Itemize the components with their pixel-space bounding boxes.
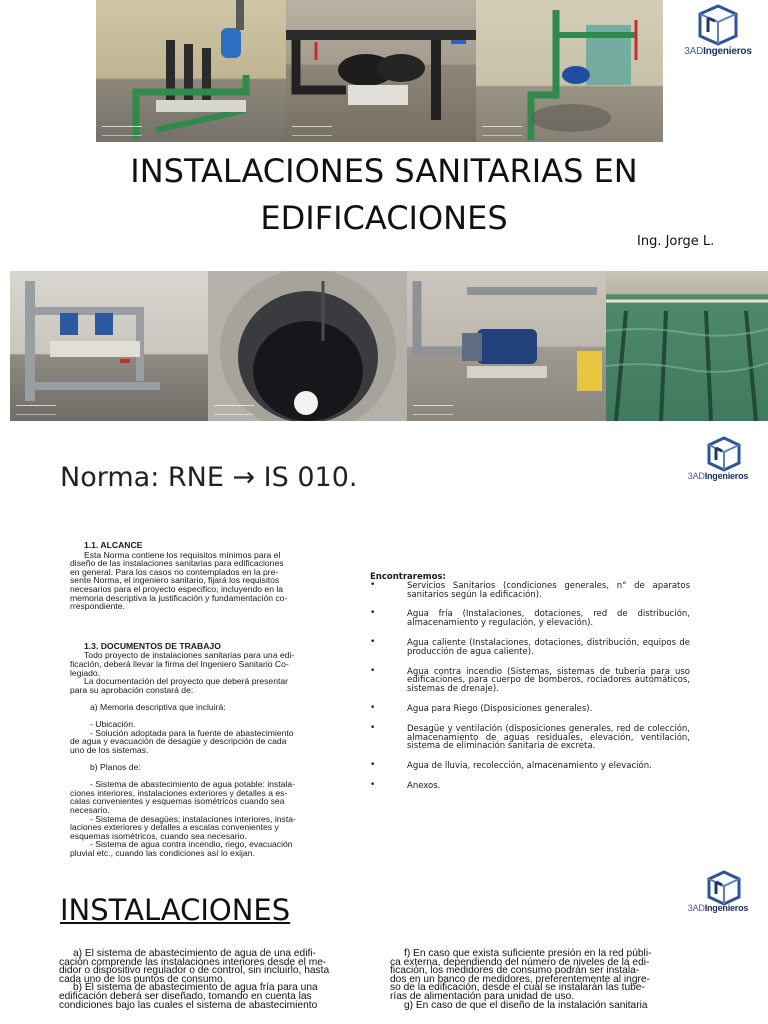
3d-cube-logo-icon: [668, 2, 768, 48]
text-line: a) Memoria descriptiva que incluirá:: [90, 701, 226, 712]
text-line: ca externa, dependiendo del número de niveles de la edi-: [390, 956, 650, 968]
list-item: • Desagüe y ventilación (disposiciones generales, red de colección, almacenamiento de aguas residuales, elevación, ventilación, sistema de eliminación sanitaria de excreta.: [370, 725, 690, 751]
pump-graphic: [476, 0, 663, 142]
text-line: necesarios para el proyecto especifico, incluyendo en la: [70, 583, 284, 594]
logo-3ad-ingenieros: [676, 434, 768, 504]
pumps-grey-pipes-graphic: [10, 271, 208, 421]
list-item: • Agua para Riego (Disposiciones generales).: [370, 705, 690, 714]
text-line: - Ubicación.: [90, 719, 136, 730]
text-line: rías de alimentación para unidad de uso.: [390, 990, 575, 1002]
text-line: didor o dispositivo regulador o de control, sin incluirlo, hasta: [59, 965, 330, 977]
pump-set-graphic: [286, 0, 476, 142]
pump-room-graphic: [96, 0, 286, 142]
logo-text-part1: 3AD: [687, 903, 705, 913]
instalaciones-heading: INSTALACIONES: [60, 893, 291, 927]
list-item: • Agua fría (Instalaciones, dotaciones, red de distribución, almacenamiento y regulación, y elevación).: [370, 610, 690, 628]
text-line: ficación, deberá llevar la firma del Ingeniero Sanitario Co-: [70, 658, 289, 669]
list-item: • Agua caliente (Instalaciones, dotaciones, distribución, equipos de producción de agua caliente).: [370, 639, 690, 657]
text-line: ciones interiores, instalaciones exteriores y detalles a es-: [70, 787, 288, 798]
photo-pump-room-3: [476, 0, 663, 142]
logo-3ad-ingenieros: [676, 868, 768, 938]
photo-pump-room-1: [96, 0, 286, 142]
text-line: de agua y evacuación de desagüe y descripción de cada: [70, 736, 287, 747]
slide-norma: [0, 430, 768, 860]
slide-title: [0, 0, 768, 425]
encontraremos-lead: Encontraremos:: [370, 572, 446, 582]
3d-cube-logo-icon: [672, 868, 768, 908]
text-line: b) Planos de:: [90, 762, 141, 773]
logo-text: [668, 471, 768, 481]
text-line: laciones exteriores y detalles a escalas convenientes y: [70, 822, 279, 833]
text-line: cada uno de los puntos de consumo.: [59, 973, 226, 985]
logo-text-part2: Ingenieros: [703, 46, 752, 57]
list-item: • Agua contra incendio (Sistemas, sistemas de tubería para uso edificaciones, para cuerpo de bomberos, rociadores automáticos, sistemas de drenaje).: [370, 668, 690, 694]
photo-pump-room-4: [10, 271, 208, 421]
title-line-2: EDIFICACIONES: [260, 199, 508, 237]
norma-heading: Norma: RNE → IS 010.: [60, 462, 358, 493]
text-line: - Sistema de desagües; instalaciones interiores, insta-: [90, 813, 296, 824]
text-line: memoria descriptiva la justificación y fundamentación co-: [70, 592, 288, 603]
text-line: La documentación del proyecto que deberá presentar: [84, 676, 289, 687]
text-line: esquemas isométricos, cuando sea necesario.: [70, 830, 247, 841]
list-item: • Agua de lluvia, recolección, almacenamiento y elevación.: [370, 762, 690, 771]
list-item: • Anexos.: [370, 782, 690, 791]
logo-text: [668, 46, 768, 57]
section-heading-documentos: 1.3. DOCUMENTOS DE TRABAJO: [84, 640, 221, 651]
text-line: uno de los sistemas.: [70, 744, 149, 755]
photo-stamp: [16, 405, 56, 415]
instalaciones-left-column: [59, 950, 349, 1010]
photo-stamp: [292, 126, 332, 136]
logo-3ad-ingenieros: [668, 2, 768, 72]
norma-excerpt: [70, 541, 310, 858]
text-line: Todo proyecto de instalaciones sanitarias para una edi-: [84, 650, 295, 661]
author-name: Ing. Jorge L.: [637, 234, 715, 249]
text-line: pluvial etc., cuando las condiciones así lo exijan.: [70, 848, 255, 858]
text-line: para su aprobación constará de:: [70, 684, 194, 695]
text-line: g) En caso de que el diseño de la instalación sanitaria: [404, 999, 648, 1011]
photo-pump-room-5: [407, 271, 606, 421]
photo-cistern: [208, 271, 407, 421]
pool-graphic: [606, 271, 768, 421]
text-line: edificación deberá ser diseñado, tomando en cuenta las: [59, 990, 312, 1002]
instalaciones-right-column: [390, 950, 680, 1010]
logo-text-part2: Ingenieros: [704, 471, 749, 481]
text-line: diseño de las instalaciones sanitarias para edificaciones: [70, 558, 284, 569]
text-line: ficación, los medidores de consumo podrán ser instala-: [390, 965, 640, 977]
encontraremos-list: [370, 573, 690, 802]
text-line: - Sistema de abastecimiento de agua potable: instala-: [90, 779, 295, 790]
logo-text: [668, 903, 768, 913]
title-line-1: INSTALACIONES SANITARIAS EN: [130, 152, 638, 190]
photo-stamp: [214, 405, 254, 415]
photo-stamp: [102, 126, 142, 136]
text-line: - Solución adoptada para la fuente de abastecimiento: [90, 727, 294, 738]
text-line: f) En caso que exista suficiente presión en la red públi-: [404, 948, 652, 959]
photo-stamp: [413, 405, 453, 415]
text-line: dos en un banco de medidores, preferentemente al ingre-: [390, 973, 650, 985]
text-line: b) El sistema de abastecimiento de agua fría para una: [73, 982, 318, 994]
alcance-body: [70, 551, 310, 611]
logo-text-part1: 3AD: [687, 471, 705, 481]
cistern-graphic: [208, 271, 407, 421]
electric-pump-graphic: [407, 271, 606, 421]
3d-cube-logo-icon: [672, 434, 768, 474]
list-item: • Servicios Sanitarios (condiciones generales, n° de aparatos sanitarios según la edificación).: [370, 582, 690, 600]
text-line: condiciones bajo las cuales el sistema de abastecimiento: [59, 999, 318, 1011]
text-line: en general. Para los casos no contemplados en la pre-: [70, 566, 279, 577]
text-line: rrespondiente.: [70, 601, 125, 612]
text-line: necesario.: [70, 805, 110, 816]
text-line: Esta Norma contiene los requisitos mínimos para el: [84, 549, 281, 560]
text-line: - Sistema de agua contra incendio, riego, evacuación: [90, 839, 293, 850]
photo-pool: [606, 271, 768, 421]
text-line: calas convenientes y esquemas isométricos cuando sea: [70, 796, 285, 807]
section-heading-alcance: 1.1. ALCANCE: [84, 540, 143, 550]
documentos-body: [70, 651, 310, 857]
photo-stamp: [482, 126, 522, 136]
text-line: so de la edificación, desde el cual se instalarán las tube-: [390, 982, 645, 994]
logo-text-part1: 3AD: [684, 46, 704, 57]
text-line: legiado.: [70, 667, 101, 678]
text-line: cación comprende las instalaciones interiores desde el me-: [59, 956, 327, 968]
text-line: sente Norma, el ingeniero sanitario, fijará los requisitos: [70, 575, 280, 586]
logo-text-part2: Ingenieros: [704, 903, 749, 913]
photo-pump-room-2: [286, 0, 476, 142]
topics-list: [370, 582, 690, 791]
text-line: a) El sistema de abastecimiento de agua de una edifi-: [73, 948, 316, 959]
